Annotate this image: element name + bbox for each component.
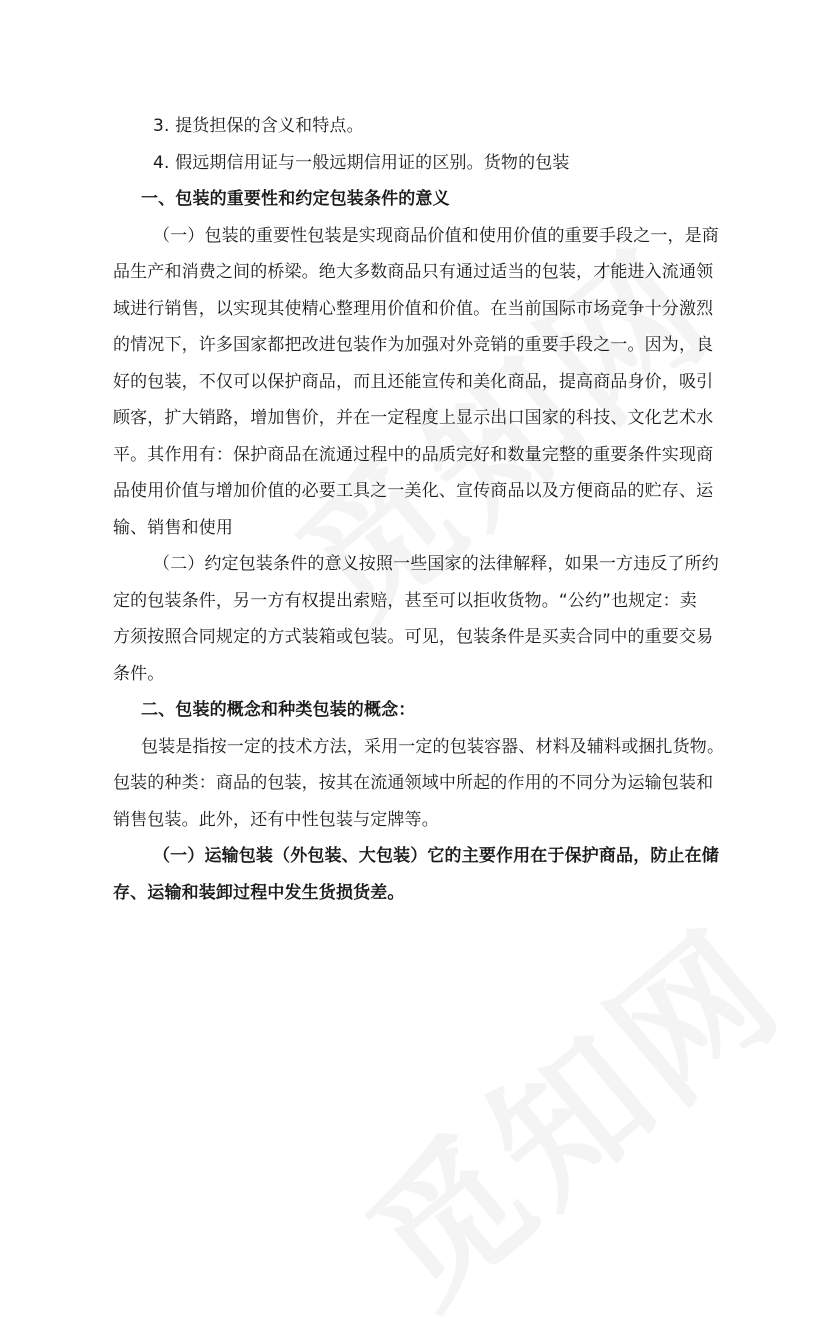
- paragraph-line: 好的包装，不仅可以保护商品，而且还能宣传和美化商品，提高商品身价，吸引: [113, 371, 714, 392]
- paragraph-line: （一）包装的重要性包装是实现商品价值和使用价值的重要手段之一，是商: [153, 225, 719, 246]
- paragraph-line: 包装是指按一定的技术方法，采用一定的包装容器、材料及辅料或捆扎货物。: [141, 736, 725, 757]
- paragraph-line: 顾客，扩大销路，增加售价，并在一定程度上显示出口国家的科技、文化艺术水: [113, 408, 714, 428]
- paragraph-line: 品生产和消费之间的桥梁。绝大多数商品只有通过适当的包装，才能进入流通领: [113, 262, 714, 282]
- subsection-heading: （一）运输包装（外包装、大包装）它的主要作用在于保护商品，防止在储: [153, 846, 719, 866]
- paragraph-line: 域进行销售，以实现其使精心整理用价值和价值。在当前国际市场竞争十分激烈: [113, 298, 714, 319]
- paragraph-line: 条件。: [113, 663, 165, 684]
- paragraph-line: 销售包装。此外，还有中性包装与定牌等。: [113, 809, 439, 830]
- paragraph-line: 输、销售和使用: [113, 517, 234, 538]
- paragraph-line: 包装的种类：商品的包装，按其在流通领域中所起的作用的不同分为运输包装和: [113, 773, 714, 793]
- paragraph-line: （二）约定包装条件的意义按照一些国家的法律解释，如果一方违反了所约: [153, 554, 719, 574]
- paragraph-line: 的情况下，许多国家都把改进包装作为加强对外竞销的重要手段之一。因为，良: [113, 335, 714, 355]
- paragraph-line: 方须按照合同规定的方式装箱或包装。可见，包装条件是买卖合同中的重要交易: [113, 627, 714, 647]
- subsection-heading-cont: 存、运输和装卸过程中发生货损货差。: [113, 882, 405, 903]
- paragraph-line: 品使用价值与增加价值的必要工具之一美化、宣传商品以及方便商品的贮存、运: [113, 481, 714, 501]
- list-item-4: 4. 假远期信用证与一般远期信用证的区别。货物的包装: [153, 152, 570, 173]
- section-heading-2: 二、包装的概念和种类包装的概念：: [141, 700, 416, 720]
- watermark: [316, 873, 818, 1343]
- paragraph-line: 平。其作用有：保护商品在流通过程中的品质完好和数量完整的重要条件实现商: [113, 444, 714, 465]
- list-item-3: 3. 提货担保的含义和特点。: [153, 116, 364, 136]
- document-body: [113, 108, 725, 911]
- paragraph-line: 定的包装条件，另一方有权提出索赔，甚至可以拒收货物。“公约”也规定：卖: [113, 590, 697, 611]
- section-heading-1: 一、包装的重要性和约定包装条件的意义: [141, 189, 450, 209]
